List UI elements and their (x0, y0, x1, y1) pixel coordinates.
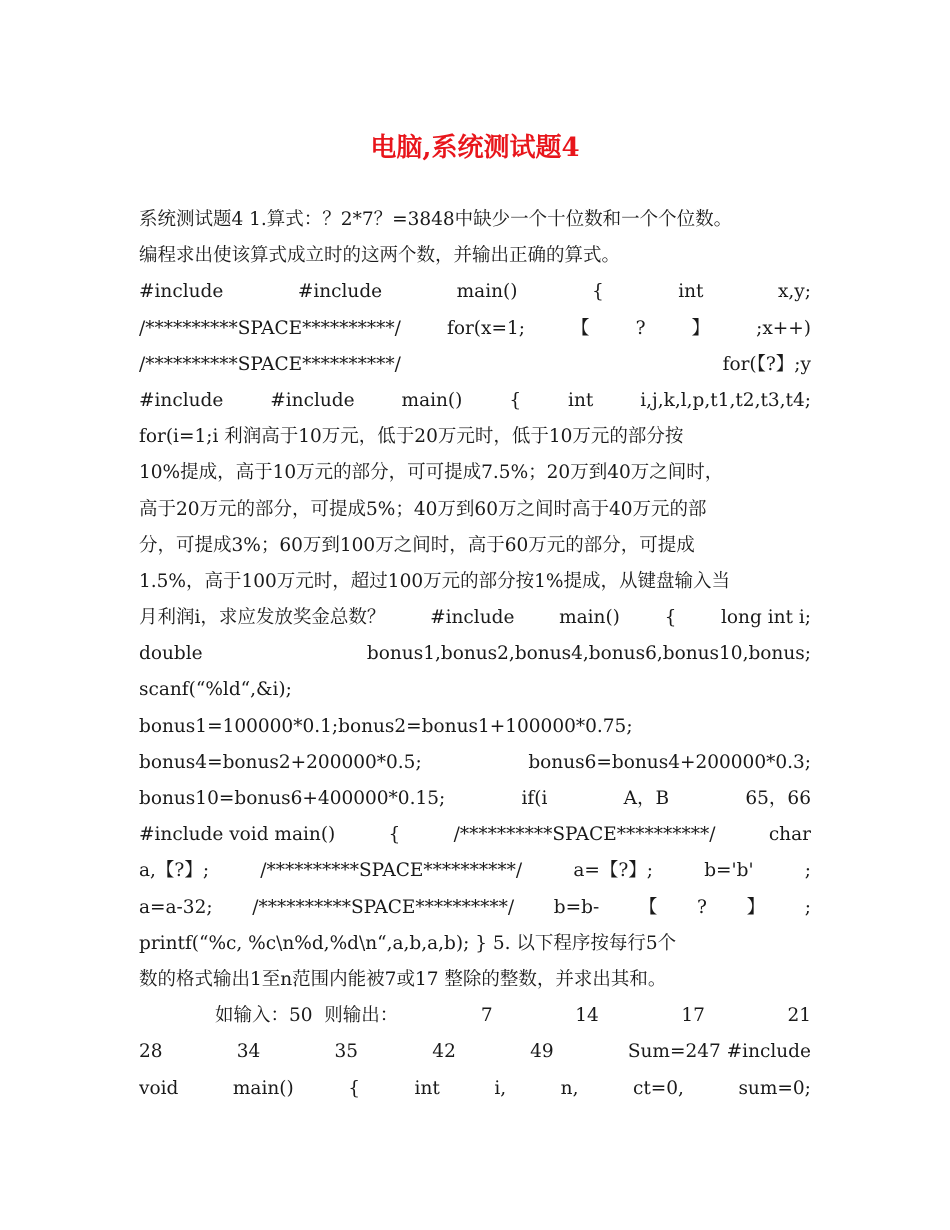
text-segment: #include (430, 607, 515, 629)
text-segment: int (414, 1077, 440, 1099)
text-line (139, 890, 811, 926)
text-segment: bonus6=bonus4+200000*0.3; (528, 751, 811, 773)
text-line (139, 202, 811, 238)
text-segment: ; (804, 896, 811, 918)
text-segment: int (568, 389, 594, 411)
text-segment: main() (456, 281, 518, 303)
text-segment: if(i (521, 788, 548, 809)
text-segment: #include (139, 281, 224, 303)
text-segment: sum=0; (738, 1077, 811, 1099)
text-segment: printf(“%c, %c\n%d,%d\n“,a,b,a,b); } 5. 以下程序按每行5个 (139, 932, 677, 954)
text-line (139, 1034, 811, 1070)
text-segment: main() (401, 389, 463, 411)
text-segment: ? (697, 896, 707, 918)
text-segment: main() (232, 1077, 294, 1099)
text-segment: /**********SPACE**********/ (453, 824, 716, 846)
text-segment: 】 (746, 896, 766, 918)
text-line (139, 419, 811, 455)
text-segment: #include (297, 281, 383, 303)
document-title: 电脑,系统测试题4 (370, 133, 580, 163)
text-segment: x,y; (777, 281, 811, 303)
text-line (139, 962, 811, 998)
text-segment: 系统测试题4 1.算式：？2*7？=3848中缺少一个十位数和一个个位数。 (139, 209, 733, 230)
text-segment: #include void main() (139, 824, 336, 846)
text-line (139, 528, 811, 564)
text-segment: b='b' (704, 860, 754, 882)
text-segment: int (678, 281, 704, 303)
text-segment: 【 (638, 896, 658, 918)
text-segment: bonus1=100000*0.1;bonus2=bonus1+100000*0.75; (139, 715, 633, 737)
text-line (139, 853, 811, 889)
text-segment: ;x++) (756, 317, 811, 339)
text-line (139, 383, 811, 419)
text-line (139, 274, 811, 310)
text-line (139, 926, 811, 962)
text-segment: 21 (787, 1005, 811, 1027)
text-line (139, 238, 811, 274)
text-segment: 14 (575, 1005, 599, 1027)
text-segment: A，B (623, 788, 670, 809)
text-line (139, 672, 811, 708)
text-segment: 35 (334, 1041, 359, 1063)
text-line (139, 311, 811, 347)
text-segment: /**********SPACE**********/ (260, 860, 523, 882)
text-segment: /**********SPACE**********/ (139, 317, 401, 339)
text-line (139, 636, 811, 672)
text-segment: { (591, 281, 604, 303)
text-line (139, 781, 811, 817)
text-segment: Sum=247 #include (627, 1041, 811, 1063)
text-segment: b=b- (553, 896, 600, 918)
text-segment: 17 (681, 1005, 705, 1027)
text-segment: for(【?】;y (722, 353, 811, 375)
text-segment: 7 (480, 1005, 493, 1027)
text-segment: #include (270, 389, 355, 411)
text-line (139, 709, 811, 745)
text-segment: 数的格式输出1至n范围内能被7或17 整除的整数，并求出其和。 (139, 968, 667, 990)
text-line (139, 998, 811, 1034)
text-segment: 10%提成，高于10万元的部分，可可提成7.5%；20万到40万之间时， (139, 462, 724, 484)
text-segment: void (139, 1077, 179, 1099)
text-segment: { (348, 1077, 361, 1099)
text-line (139, 492, 811, 528)
text-segment: { (388, 824, 401, 846)
text-line (139, 600, 811, 636)
text-segment: for(x=1; (446, 317, 525, 339)
text-segment: #include (139, 389, 224, 411)
text-line (139, 564, 811, 600)
text-segment: 1.5%，高于100万元时，超过100万元的部分按1%提成，从键盘输入当 (139, 570, 730, 592)
text-segment: 如输入：50 则输出： (215, 1005, 399, 1027)
text-segment: ? (635, 317, 646, 339)
text-segment: 65，66 (745, 788, 811, 809)
text-segment: 【 (571, 317, 590, 339)
text-segment: a=【?】; (573, 860, 654, 882)
text-segment: 34 (236, 1041, 261, 1063)
text-segment: i,j,k,l,p,t1,t2,t3,t4; (640, 389, 811, 411)
text-segment: i, (494, 1077, 507, 1099)
text-segment: long int i; (721, 607, 811, 629)
text-segment: n, (560, 1077, 579, 1099)
text-segment: double (139, 643, 203, 665)
text-segment: bonus10=bonus6+400000*0.15; (139, 788, 446, 809)
text-segment: { (509, 389, 522, 411)
text-segment: 42 (432, 1041, 456, 1063)
text-segment: ; (804, 860, 811, 882)
text-line (139, 1071, 811, 1107)
text-segment: char (768, 824, 811, 846)
text-segment: a,【?】; (139, 860, 210, 882)
text-segment: ct=0, (632, 1077, 684, 1099)
text-segment: main() (559, 607, 620, 629)
text-line (139, 455, 811, 491)
text-line (139, 745, 811, 781)
text-segment: { (664, 607, 677, 629)
text-segment: /**********SPACE**********/ (139, 353, 401, 375)
text-segment: for(i=1;i 利润高于10万元，低于20万元时，低于10万元的部分按 (139, 426, 684, 448)
text-segment: 高于20万元的部分，可提成5%；40万到60万之间时高于40万元的部 (139, 498, 707, 520)
text-segment: a=a-32; (139, 896, 213, 918)
text-segment: bonus4=bonus2+200000*0.5; (139, 751, 422, 773)
text-segment: /**********SPACE**********/ (252, 896, 515, 918)
text-segment: 28 (139, 1041, 163, 1063)
text-segment: 49 (530, 1041, 554, 1063)
document-body (139, 202, 811, 1107)
text-segment: 编程求出使该算式成立时的这两个数，并输出正确的算式。 (139, 245, 621, 267)
text-segment: 月利润i，求应发放奖金总数？ (139, 607, 386, 629)
text-segment: 分，可提成3%；60万到100万之间时，高于60万元的部分，可提成 (139, 534, 695, 556)
text-line (139, 347, 811, 383)
text-segment: 】 (691, 317, 711, 339)
text-segment: bonus1,bonus2,bonus4,bonus6,bonus10,bonus; (366, 643, 811, 665)
text-line (139, 817, 811, 853)
text-segment: scanf(“%ld“,&i); (139, 679, 292, 701)
